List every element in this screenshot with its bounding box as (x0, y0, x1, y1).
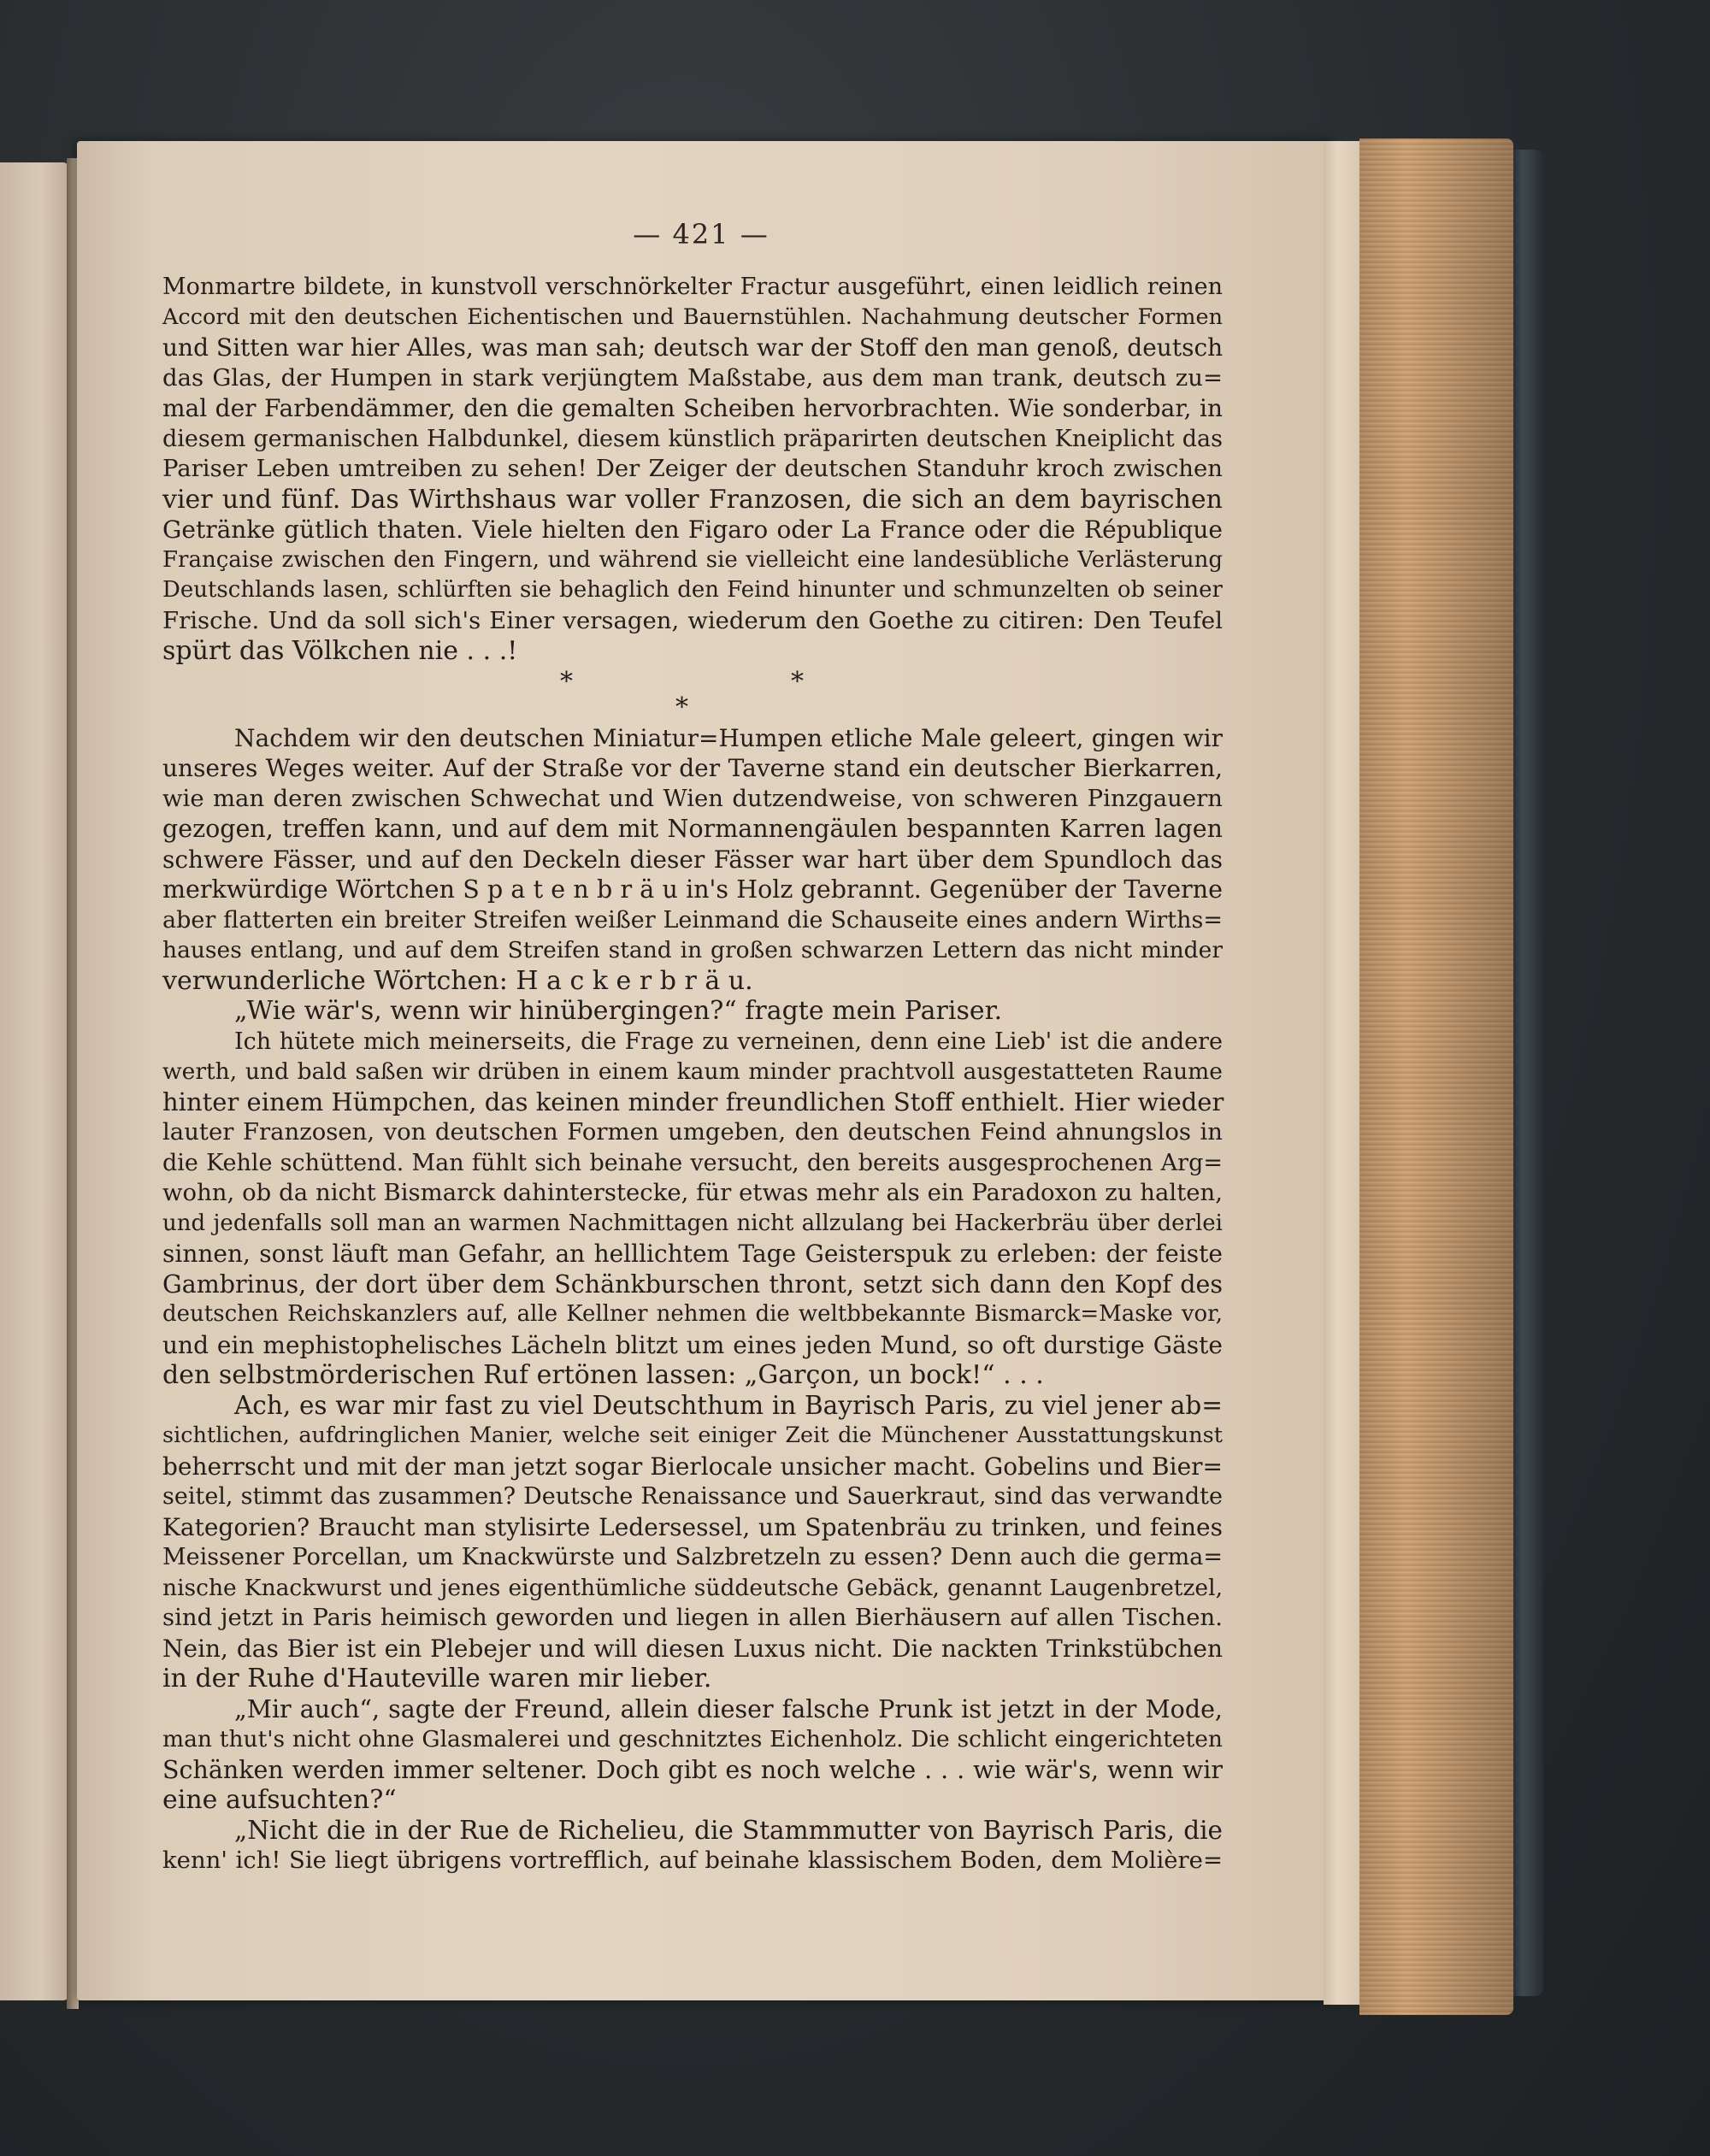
text-line: nische Knackwurst und jenes eigenthümliche süddeutsche Gebäck, genannt Laugenbretzel, (162, 1574, 1223, 1601)
text-line: Schänken werden immer seltener. Doch gibt es noch welche . . . wie wär's, wenn wir (162, 1755, 1223, 1784)
left-page-edge (0, 162, 68, 2000)
text-line: Ach, es war mir fast zu viel Deutschthum in Bayrisch Paris, zu viel jener ab= (234, 1390, 1223, 1420)
text-line: in der Ruhe d'Hauteville waren mir lieber. (162, 1664, 712, 1694)
paragraph-6 (162, 1694, 1223, 1816)
text-line: Pariser Leben umtreiben zu sehen! Der Zeiger der deutschen Standuhr kroch zwischen (162, 455, 1223, 482)
text-line: spürt das Völkchen nie . . .! (162, 636, 518, 666)
text-line: Nein, das Bier ist ein Plebejer und will diesen Luxus nicht. Die nackten Trinkstübchen (162, 1634, 1223, 1663)
text-line: Frische. Und da soll sich's Einer versagen, wiederum den Goethe zu citiren: Den Teufel (162, 606, 1223, 634)
text-line: kenn' ich! Sie liegt übrigens vortrefflich, auf beinahe klassischem Boden, dem Molière= (162, 1847, 1223, 1874)
text-line: verwunderliche Wörtchen: H a c k e r b r ä u. (162, 965, 753, 996)
text-line: Nachdem wir den deutschen Miniatur=Humpen etliche Male geleert, gingen wir (234, 723, 1223, 752)
text-line: seitel, stimmt das zusammen? Deutsche Renaissance und Sauerkraut, sind das verwandte (162, 1483, 1223, 1510)
text-line: hauses entlang, und auf dem Streifen stand in großen schwarzen Lettern das nicht minder (162, 937, 1223, 963)
text-line: Getränke gütlich thaten. Viele hielten den Figaro oder La France oder die République (162, 515, 1223, 544)
text-line: und jedenfalls soll man an warmen Nachmittagen nicht allzulang bei Hackerbräu über derlei (162, 1210, 1223, 1236)
text-line: sind jetzt in Paris heimisch geworden und liegen in allen Bierhäusern auf allen Tischen. (162, 1604, 1223, 1631)
text-line: merkwürdige Wörtchen S p a t e n b r ä u in's Holz gebrannt. Gegenüber der Taverne (162, 875, 1223, 904)
text-line: man thut's nicht ohne Glasmalerei und geschnitztes Eichenholz. Die schlicht eingerichteten (162, 1726, 1223, 1752)
text-line: Française zwischen den Fingern, und während sie vielleicht eine landesübliche Verlästerung (162, 546, 1223, 573)
text-line: lauter Franzosen, von deutschen Formen umgeben, den deutschen Feind ahnungslos in (162, 1118, 1223, 1146)
section-separator (162, 667, 1223, 720)
separator-star: * (675, 692, 688, 722)
text-line: Meissener Porcellan, um Knackwürste und Salzbretzeln zu essen? Denn auch die germa= (162, 1544, 1223, 1570)
text-line: vier und fünf. Das Wirthshaus war voller Franzosen, die sich an dem bayrischen (162, 484, 1223, 515)
page-block-shadow (1359, 138, 1513, 2015)
separator-star: * (560, 666, 573, 697)
text-line: Monmartre bildete, in kunstvoll verschnörkelter Fractur ausgeführt, einen leidlich reinen (162, 274, 1223, 300)
text-line: Gambrinus, der dort über dem Schänkburschen thront, setzt sich dann den Kopf des (162, 1269, 1223, 1299)
text-line: eine aufsuchten?“ (162, 1785, 397, 1815)
text-line: aber flatterten ein breiter Streifen weißer Leinmand die Schauseite eines andern Wirths= (162, 906, 1223, 934)
text-line: werth, und bald saßen wir drüben in einem kaum minder prachtvoll ausgestatteten Raume (162, 1058, 1223, 1085)
paragraph-2 (162, 723, 1223, 997)
text-line: und ein mephistophelisches Lächeln blitzt um eines jeden Mund, so oft durstige Gäste (162, 1330, 1223, 1359)
paragraph-3 (162, 996, 1223, 1027)
text-line: Ich hütete mich meinerseits, die Frage zu verneinen, denn eine Lieb' ist die andere (234, 1028, 1223, 1055)
paragraph-5 (162, 1391, 1223, 1694)
separator-star: * (791, 666, 804, 697)
text-line: den selbstmörderischen Ruf ertönen lassen: „Garçon, un bock!“ . . . (162, 1360, 1044, 1390)
text-line: die Kehle schüttend. Man fühlt sich beinahe versucht, den bereits ausgesprochenen Arg= (162, 1149, 1223, 1176)
text-line: schwere Fässer, und auf den Deckeln dieser Fässer war hart über dem Spundloch das (162, 845, 1223, 874)
text-line: beherrscht und mit der man jetzt sogar Bierlocale unsicher macht. Gobelins und Bier= (162, 1452, 1223, 1481)
page-number: — 421 — (633, 218, 770, 250)
text-line: wohn, ob da nicht Bismarck dahintersteckе, für etwas mehr als ein Paradoxon zu halten, (162, 1179, 1223, 1206)
text-line: sinnen, sonst läuft man Gefahr, an helllichtem Tage Geisterspuk zu erleben: der feiste (162, 1240, 1223, 1268)
text-line: diesem germanischen Halbdunkel, diesem künstlich präparirten deutschen Kneiplicht das (162, 425, 1223, 452)
text-line: wie man deren zwischen Schwechat und Wien dutzendweise, von schweren Pinzgauern (162, 784, 1223, 812)
paragraph-4 (162, 1027, 1223, 1391)
text-line: sichtlichen, aufdringlichen Manier, welche seit einiger Zeit die Münchener Ausstattungskunst (162, 1423, 1223, 1448)
paragraph-1 (162, 272, 1223, 667)
text-line: deutschen Reichskanzlers auf, alle Kellner nehmen die weltbbekannte Bismarck=Maske vor, (162, 1301, 1223, 1327)
text-line: das Glas, der Humpen in stark verjüngtem Maßstabe, aus dem man trank, deutsch zu= (162, 363, 1223, 392)
text-line: Accord mit den deutschen Eichentischen und Bauernstühlen. Nachahmung deutscher Formen (162, 303, 1223, 330)
text-line: „Nicht die in der Rue de Richelieu, die Stammmutter von Bayrisch Paris, die (234, 1815, 1223, 1845)
right-page-edge (1324, 141, 1359, 2005)
paragraph-7 (162, 1816, 1223, 1876)
text-line: und Sitten war hier Alles, was man sah; deutsch war der Stoff den man genoß, deutsch (162, 333, 1224, 362)
text-line: mal der Farbendämmer, den die gemalten Scheiben hervorbrachten. Wie sonderbar, in (162, 394, 1223, 422)
page-text (162, 272, 1223, 1876)
text-line: „Wie wär's, wenn wir hinübergingen?“ fragte mein Pariser. (234, 996, 1003, 1026)
text-line: „Mir auch“, sagte der Freund, allein dieser falsche Prunk ist jetzt in der Mode, (234, 1694, 1223, 1723)
text-line: Deutschlands lasen, schlürften sie behaglich den Feind hinunter und schmunzelten ob seiner (162, 577, 1223, 603)
text-line: hinter einem Hümpchen, das keinen minder freundlichen Stoff enthielt. Hier wieder (162, 1087, 1224, 1116)
text-line: unseres Weges weiter. Auf der Straße vor der Taverne stand ein deutscher Bierkarren, (162, 754, 1223, 782)
book-cover-spine (1509, 150, 1543, 1996)
text-line: gezogen, treffen kann, und auf dem mit Normannengäulen bespannten Karren lagen (162, 815, 1223, 843)
text-line: Kategorien? Braucht man stylisirte Ledersessel, um Spatenbräu zu trinken, und feines (162, 1512, 1223, 1541)
